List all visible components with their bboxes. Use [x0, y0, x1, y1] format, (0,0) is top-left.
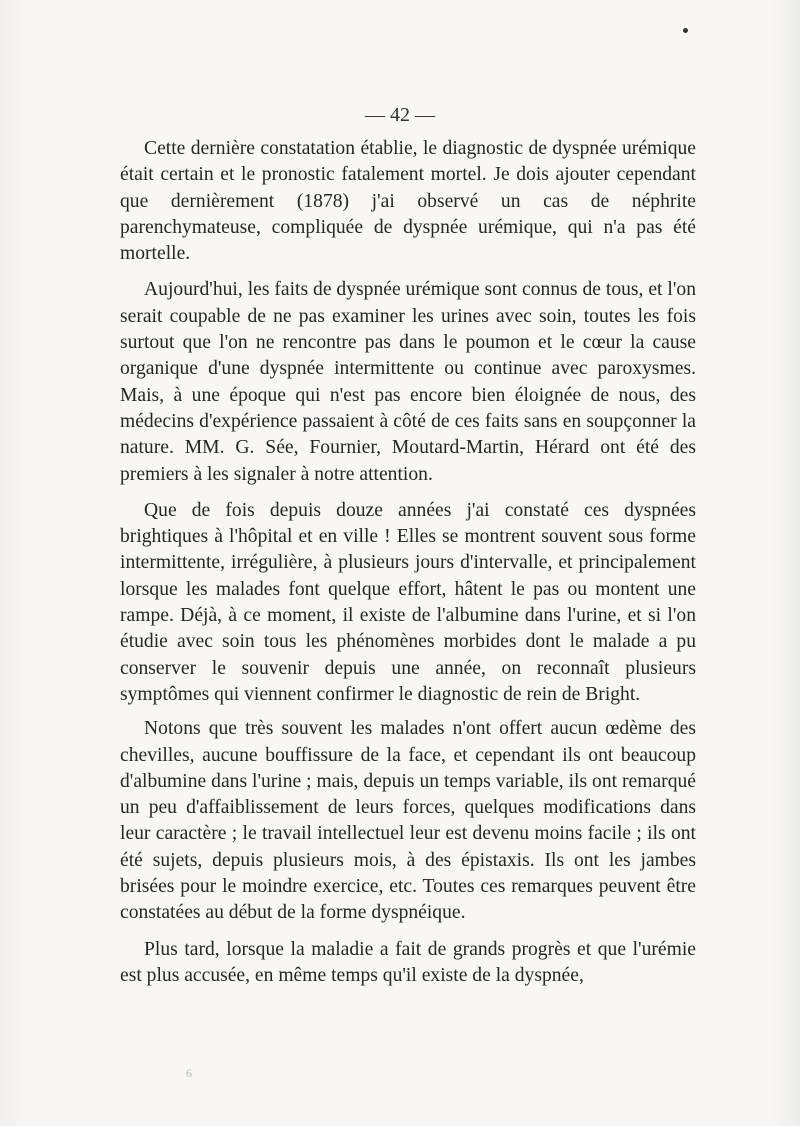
footer-mark: 6 — [186, 1066, 192, 1080]
body-text — [120, 136, 696, 989]
page-number: — 42 — — [365, 104, 435, 126]
paragraph: Cette dernière constatation établie, le diagnostic de dyspnée urémique était certain et le pronostic fatalement mortel. Je dois ajouter cependant que dernièrement (1878) j'ai observé un cas de néphrite parenchymateuse, compliquée de dyspnée urémique, qui n'a pas été mortelle. — [120, 138, 696, 265]
paragraph: Notons que très souvent les malades n'ont offert aucun œdème des chevilles, aucune bouffissure de la face, et cependant ils ont beaucoup d'albumine dans l'urine ; mais, depuis un temps variable, ils ont remarqué un peu d'affaiblissement de leurs forces, quelques modifications dans leur caractère ; le travail intellectuel leur est devenu moins facile ; ils ont été sujets, depuis plusieurs mois, à des épistaxis. Ils ont les jambes brisées pour le moindre exercice, etc. Toutes ces remarques peuvent être constatées au début de la forme dyspnéique. — [120, 718, 696, 924]
paragraph: Que de fois depuis douze années j'ai constaté ces dyspnées brightiques à l'hôpital et en ville ! Elles se montrent souvent sous forme intermittente, irrégulière, à plusieurs jours d'intervalle, et principalement lorsque les malades font quelque effort, hâtent le pas ou montent une rampe. Déjà, à ce moment, il existe de l'albumine dans l'urine, et si l'on étudie avec soin tous les phénomènes morbides dont le malade a pu conserver le souvenir depuis une année, on reconnaît plusieurs symptômes qui viennent confirmer le diagnostic de rein de Bright. — [120, 499, 696, 705]
ink-dot — [683, 28, 688, 33]
paragraph: Aujourd'hui, les faits de dyspnée urémique sont connus de tous, et l'on serait coupable de ne pas examiner les urines avec soin, toutes les fois surtout que l'on ne rencontre pas dans le poumon et le cœur la cause organique d'une dyspnée intermittente ou continue avec paroxysmes. Mais, à une époque qui n'est pas encore bien éloignée de nous, des médecins d'expérience passaient à côté de ces faits sans en soupçonner la nature. MM. G. Sée, Fournier, Moutard-Martin, Hérard ont été des premiers à les signaler à notre attention. — [120, 279, 696, 485]
paragraph: Plus tard, lorsque la maladie a fait de grands progrès et que l'urémie est plus accusée, en même temps qu'il existe de la dyspnée, — [120, 938, 696, 986]
